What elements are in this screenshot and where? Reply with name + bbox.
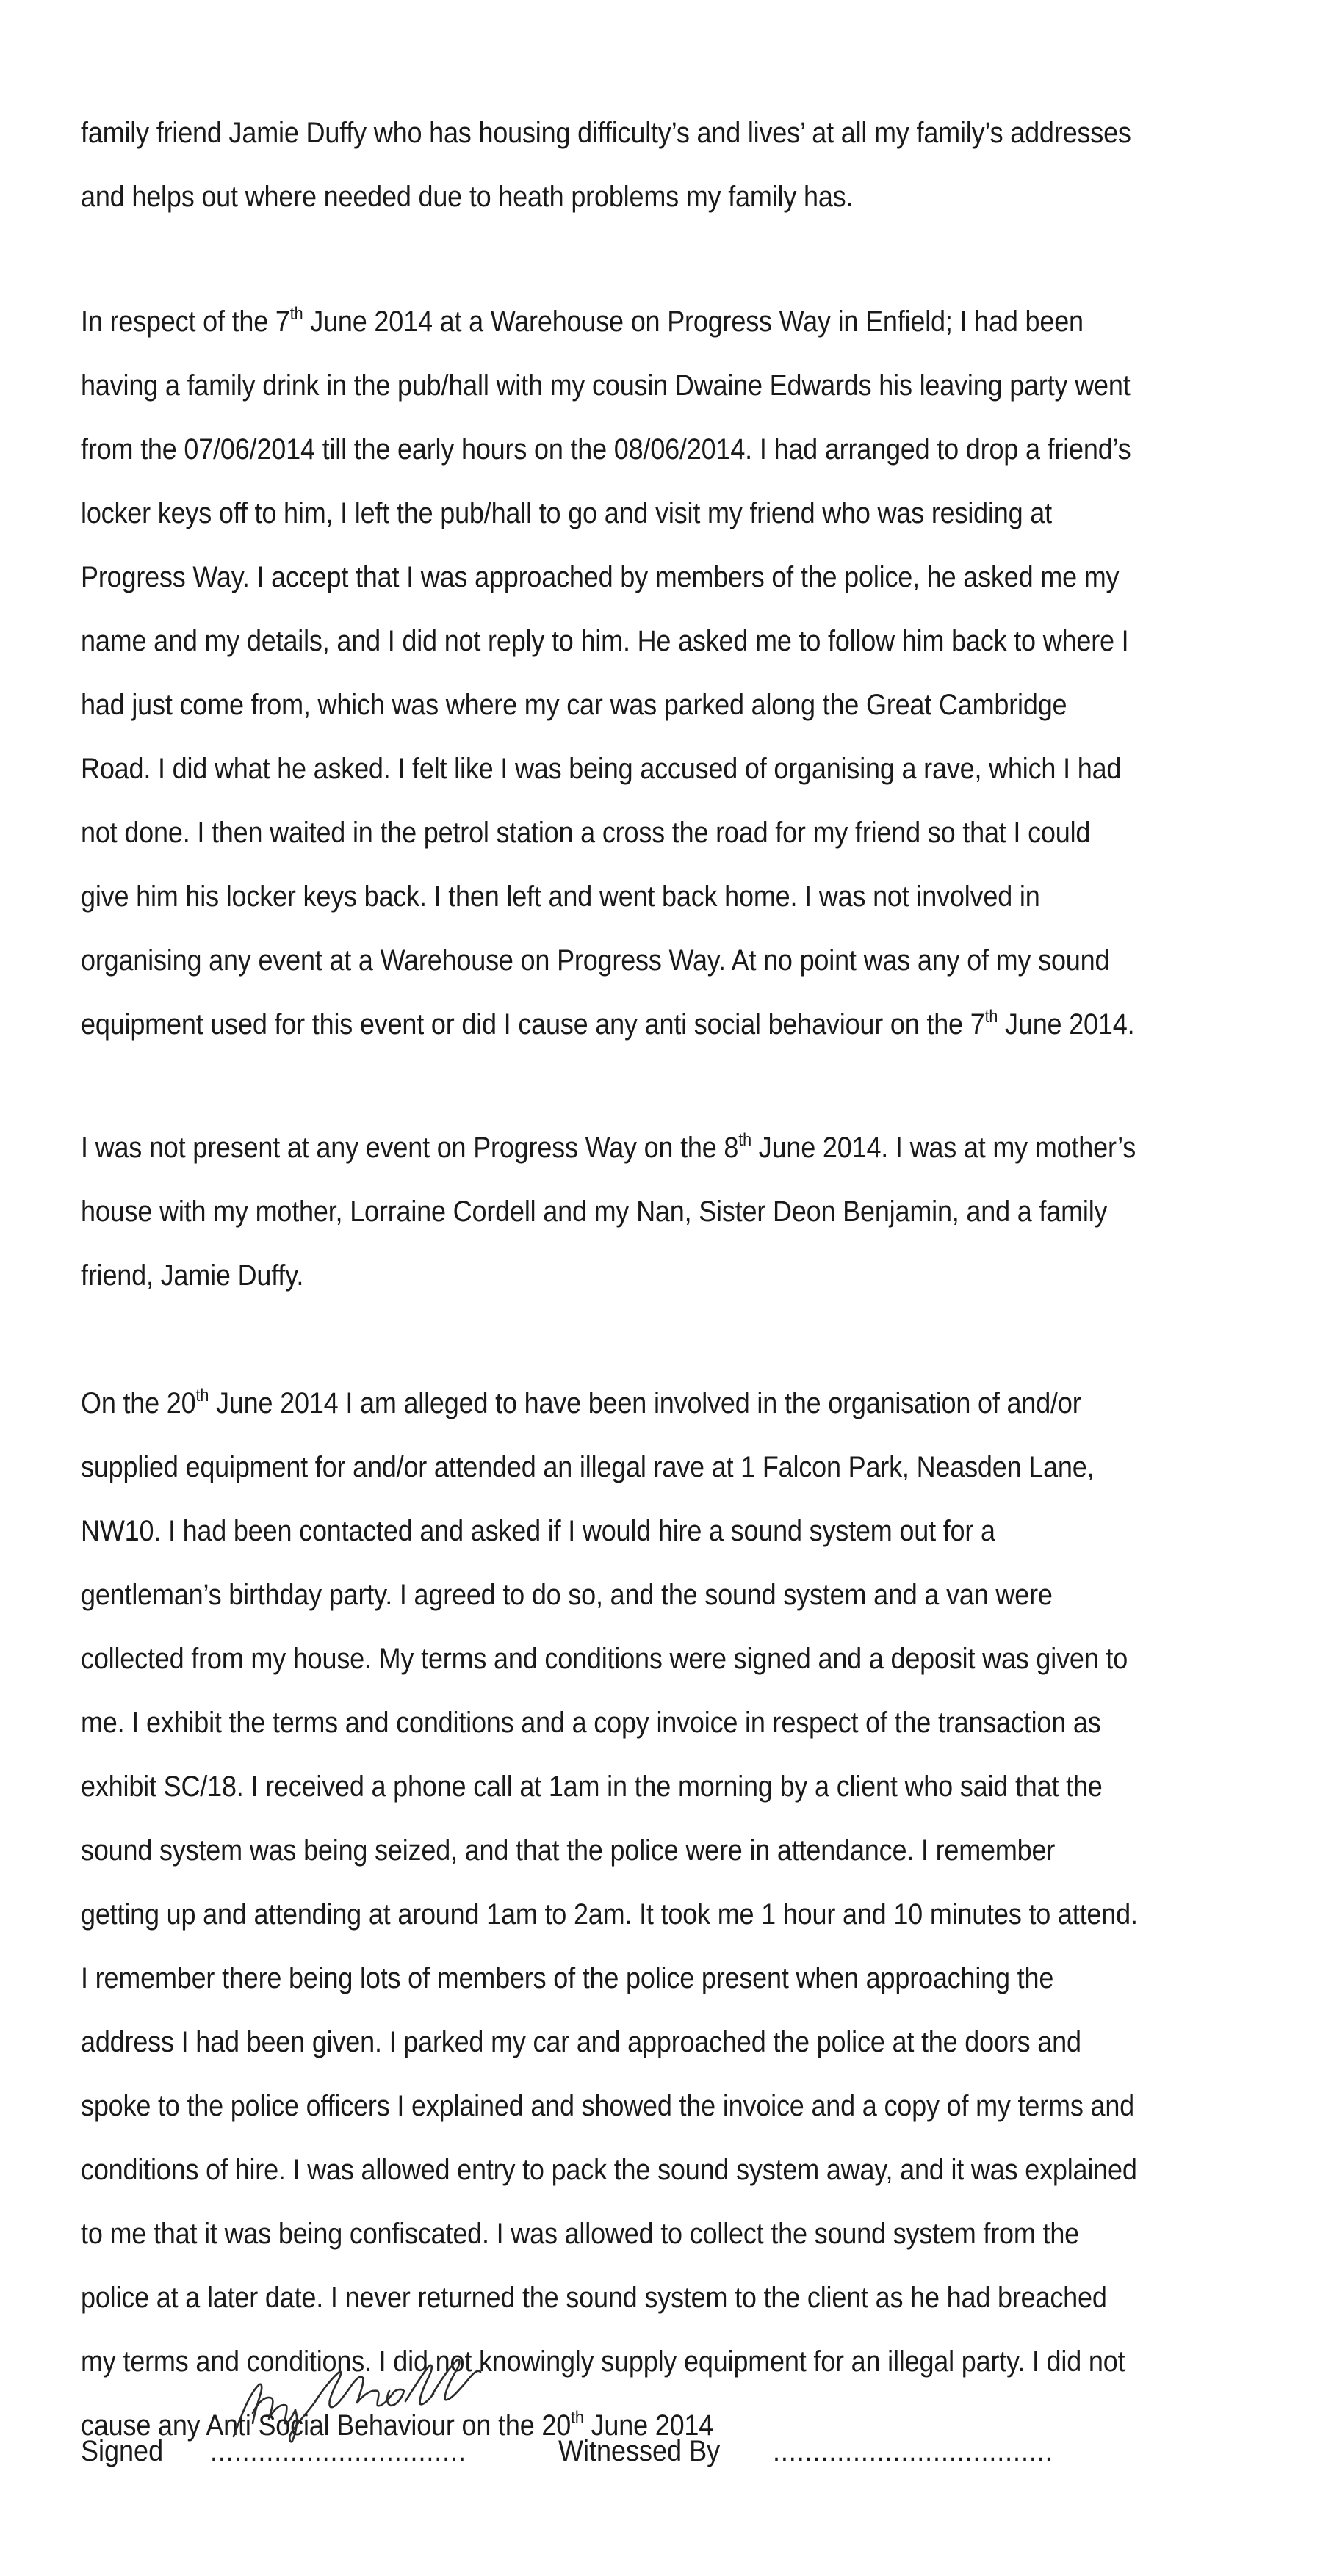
paragraph-text: June 2014 <box>583 2409 714 2442</box>
paragraph-text: June 2014 I am alleged to have been involved in the organisation of and/or supplied equipment for and/or attended an illegal rave at 1 Falcon Park, Neasden Lane, NW10. I had been contacted and asked if I would hire a sound system out for a gentleman’s birthday party. I agreed to do so, and the sound system and a van were collected from my house. My terms and conditions were signed and a deposit was given to me. I exhibit the terms and conditions and a copy invoice in respect of the transaction as exhibit SC/18. I received a phone call at 1am in the morning by a client who said that the sound system was being seized, and that the police were in attendance. I remember getting up and attending at around 1am to 2am. It took me 1 hour and 10 minutes to attend. I remember there being lots of members of the police present when approaching the address I had been given. I parked my car and approached the police at the doors and spoke to the police officers I explained and showed the invoice and a copy of my terms and conditions of hire. I was allowed entry to pack the sound system away, and it was explained to me that it was being confiscated. I was allowed to collect the sound system from the police at a later date. I never returned the sound system to the client as he had breached my terms and conditions. I did not knowingly supply equipment for an illegal party. I did not cause any Anti Social Behaviour on the 20 <box>81 1387 1138 2442</box>
paragraph-text: June 2014 at a Warehouse on Progress Way in Enfield; I had been having a family drink in the pub/hall with my cousin Dwaine Edwards his leaving party went from the 07/06/2014 till the early hours on the 08/06/2014. I had arranged to drop a friend’s locker keys off to him, I left the pub/hall to go and visit my friend who was residing at Progress Way. I accept that I was approached by members of the police, he asked me my name and my details, and I did not reply to him. He asked me to follow him back to where I had just come from, which was where my car was parked along the Great Cambridge Road. I did what he asked. I felt like I was being accused of organising a rave, which I had not done. I then waited in the petrol station a cross the road for my friend so that I could give him his locker keys back. I then left and went back home. I was not involved in organising any event at a Warehouse on Progress Way. At no point was any of my sound equipment used for this event or did I cause any anti social behaviour on the 7 <box>81 305 1131 1041</box>
signature-block <box>81 2422 1256 2481</box>
statement-paragraph-3 <box>81 1116 1139 1308</box>
paragraph-text: On the 20 <box>81 1387 196 1419</box>
ordinal-suffix: th <box>738 1130 751 1150</box>
paragraph-text: I was not present at any event on Progress Way on the 8 <box>81 1132 739 1164</box>
statement-paragraph-4 <box>81 1372 1139 2458</box>
paragraph-text: family friend Jamie Duffy who has housing difficulty’s and lives’ at all my family’s addresses and helps out where needed due to heath problems my family has. <box>81 117 1131 213</box>
witnessed-by-line: ................................... <box>773 2435 1053 2467</box>
ordinal-suffix: th <box>195 1386 209 1405</box>
statement-paragraph-1 <box>81 101 1139 229</box>
signed-line: ................................ <box>210 2435 466 2467</box>
witnessed-by-label: Witnessed By <box>558 2435 721 2467</box>
paragraph-text: In respect of the 7 <box>81 305 290 338</box>
paragraph-text: June 2014. I was at my mother’s house with my mother, Lorraine Cordell and my Nan, Sister Deon Benjamin, and a family friend, Jamie Duffy. <box>81 1132 1136 1292</box>
ordinal-suffix: th <box>984 1007 998 1027</box>
statement-paragraph-2 <box>81 290 1139 1057</box>
paragraph-text: June 2014. <box>998 1008 1135 1041</box>
ordinal-suffix: th <box>571 2408 584 2428</box>
ordinal-suffix: th <box>289 304 303 324</box>
signed-label: Signed <box>81 2435 164 2467</box>
